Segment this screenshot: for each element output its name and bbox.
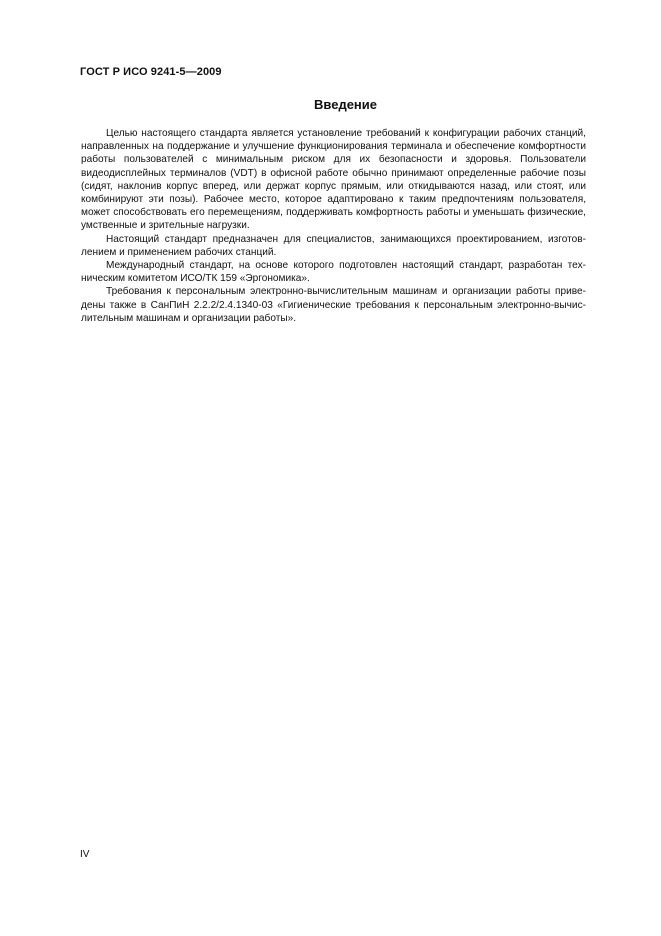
section-title: Введение xyxy=(314,97,377,112)
paragraph-sanpin-reference: Требования к персональным электронно-вычислительным машинам и организации работы приведены также в СанПиН 2.2.2/2.4.1340-03 «Гигиенические требования к персональным электронно-вычислительным машинам и организации работы». xyxy=(81,286,586,324)
paragraph-audience: Настоящий стандарт предназначен для специалистов, занимающихся проектированием, изготовлением и применением рабочих станций. xyxy=(81,233,586,258)
document-header-standard-id: ГОСТ Р ИСО 9241-5—2009 xyxy=(80,66,222,78)
introduction-body xyxy=(81,127,586,325)
paragraph-purpose: Целью настоящего стандарта является установление требований к конфигурации рабочих станций, направленных на поддержание и улучшение функционирования терминала и обеспечение комфортности работы пользователей с минимальным риском для их безопасности и здоровья. Пользователи видеодисплейных терминалов (VDT) в офисной работе обычно принимают определенные рабочие позы (сидят, наклонив корпус вперед, или держат корпус прямым, или откидываются назад, или стоят, или комбинируют эти позы). Рабочее место, которое адаптировано к таким предпочтениям пользователя, может способствовать его перемещениям, поддерживать комфортность работы и уменьшать физические, умственные и зрительные нагрузки. xyxy=(81,128,586,232)
page-number: IV xyxy=(80,849,90,860)
paragraph-origin: Международный стандарт, на основе которого подготовлен настоящий стандарт, разработан техническим комитетом ИСО/ТК 159 «Эргономика». xyxy=(81,260,586,285)
